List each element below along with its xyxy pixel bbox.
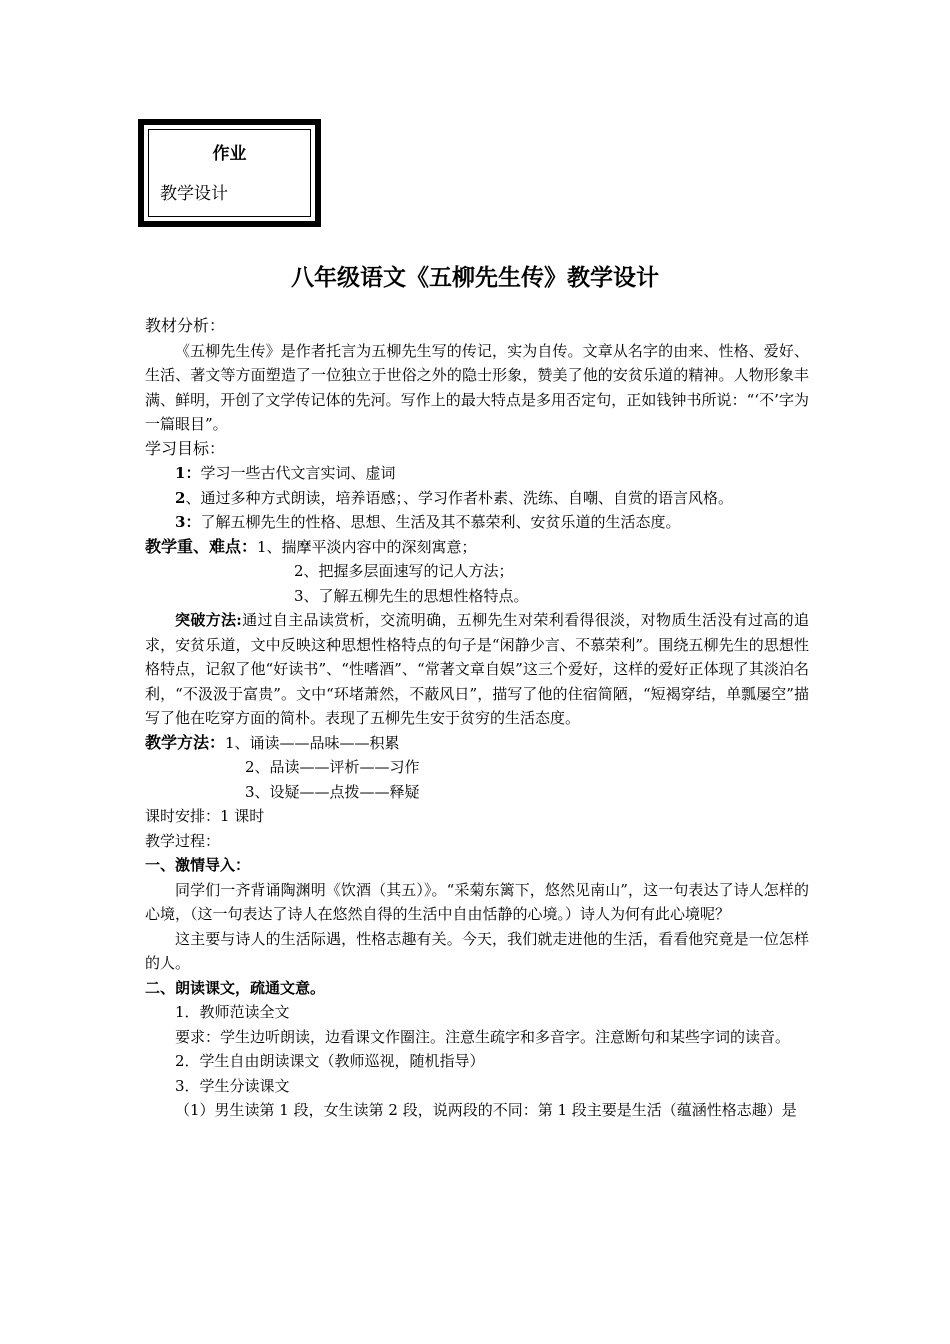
section2-heading: 二、朗读课文，疏通文意。 (145, 978, 326, 997)
goal-num: 3 (175, 513, 186, 531)
goal-item-1 (145, 461, 809, 486)
method-item: 3、设疑——点拨——释疑 (245, 782, 420, 801)
assignment-box (138, 119, 321, 227)
goal-sep: ： (185, 464, 201, 482)
goal-text: 了解五柳先生的性格、思想、生活及其不慕荣利、安贫乐道的生活态度。 (200, 513, 681, 531)
document-body (145, 314, 809, 1123)
key-point-item: 2、把握多层面速写的记人方法； (294, 562, 514, 580)
section2-step-1: 1．教师范读全文 (175, 1003, 290, 1021)
material-heading: 教材分析： (145, 316, 226, 335)
key-points-heading: 教学重、难点： (145, 536, 258, 556)
key-point-item: 3、了解五柳先生的思想性格特点。 (294, 586, 529, 605)
goal-item-3 (145, 510, 809, 535)
section1-heading: 一、激情导入： (145, 856, 251, 874)
section2-step-3-item-1: （1）男生读第 1 段，女生读第 2 段，说两段的不同：第 1 段主要是生活（蕴涵性格志趣）是 (175, 1101, 797, 1119)
section1-paragraph-1: 同学们一齐背诵陶渊明《饮酒（其五）》。“采菊东篱下，悠然见南山”，这一句表达了诗人怎样的心境，（这一句表达了诗人在悠然自得的生活中自由恬静的心境。）诗人为何有此心境呢？ (145, 880, 809, 923)
key-points-line-1 (145, 535, 809, 560)
assignment-box-subtitle: 教学设计 (160, 184, 228, 204)
method-item: 1、诵读——品味——积累 (225, 733, 400, 752)
methods-heading: 教学方法： (145, 732, 226, 752)
process-label: 教学过程： (145, 831, 221, 850)
schedule: 课时安排：1 课时 (145, 807, 265, 825)
assignment-box-title: 作业 (212, 144, 247, 164)
section2-step-1-requirement: 要求：学生边听朗读，边看课文作圈注。注意生疏字和多音字。注意断句和某些字词的读音。 (175, 1027, 791, 1046)
breakthrough-label: 突破方法: (175, 611, 242, 629)
goal-num: 1 (175, 464, 186, 482)
key-point-item: 1、揣摩平淡内容中的深刻寓意； (257, 537, 477, 556)
goal-sep: ： (185, 513, 201, 531)
document-title: 八年级语文《五柳先生传》教学设计 (291, 265, 659, 291)
breakthrough-paragraph (145, 608, 809, 731)
goal-text: 通过多种方式朗读，培养语感；、学习作者朴素、洗练、自嘲、自赏的语言风格。 (200, 488, 733, 507)
material-text: 《五柳先生传》是作者托言为五柳先生写的传记，实为自传。文章从名字的由来、性格、爱好、生活、著文等方面塑造了一位独立于世俗之外的隐士形象，赞美了他的安贫乐道的精神。人物形象丰满、鲜明，开创了文学传记体的先河。写作上的最大特点是多用否定句，正如钱钟书所说：“‘不’字为一篇眼目”。 (145, 341, 809, 433)
goal-item-2 (145, 486, 809, 511)
goal-num: 2 (175, 488, 186, 507)
breakthrough-text: 通过自主品读赏析，交流明确，五柳先生对荣利看得很淡，对物质生活没有过高的追求，安贫乐道，文中反映这种思想性格特点的句子是“闲静少言、不慕荣利”。围绕五柳先生的思想性格特点，记叙了他“好读书”、“性嗜酒”、“常著文章自娱”这三个爱好，这样的爱好正体现了其淡泊名利，“不汲汲于富贵”。文中“环堵萧然，不蔽风日”，描写了他的住宿简陋，“短褐穿结，单瓢屡空”描写了他在吃穿方面的简朴。表现了五柳先生安于贫穷的生活态度。 (145, 611, 809, 727)
goal-text: 学习一些古代文言实词、虚词 (200, 464, 396, 482)
goal-sep: 、 (185, 488, 201, 507)
method-item: 2、品读——评析——习作 (245, 758, 420, 776)
section2-step-3: 3．学生分读课文 (175, 1076, 290, 1095)
section1-paragraph-2: 这主要与诗人的生活际遇，性格志趣有关。今天，我们就走进他的生活，看看他究竟是一位怎样的人。 (145, 929, 809, 972)
section2-step-2: 2．学生自由朗读课文（教师巡视，随机指导） (175, 1052, 485, 1070)
methods-line-1 (145, 731, 809, 756)
goals-heading: 学习目标： (145, 438, 226, 458)
